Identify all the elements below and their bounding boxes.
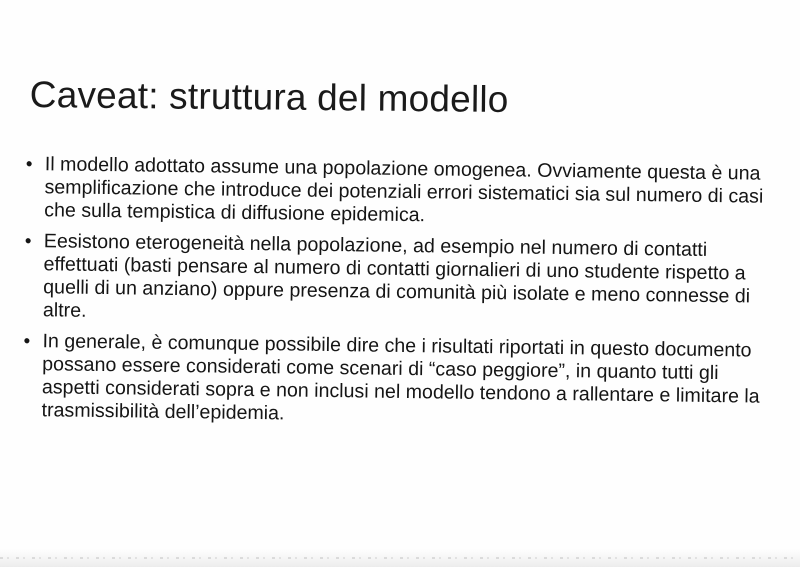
bullet-item [25, 153, 770, 232]
bullet-text: Eesistono eterogeneità nella popolazione, ad esempio nel numero di contatti effettuati (basti pensare al numero di contatti giornalieri di uno studente rispetto a quelli di un anziano) oppure presenza di comunità più isolate e meno connesse di altre. [42, 230, 751, 322]
bullet-text: In generale, è comunque possibile dire che i risultati riportati in questo documento possano essere considerati come scenari di “caso peggiore”, in quanto tutti gli aspetti considerati sopra e non inclusi nel modello tendono a rallentare e limitare la trasmissibilità dell’epidemia. [41, 330, 760, 425]
bullet-item [24, 230, 769, 332]
bullet-text: Il modello adottato assume una popolazione omogenea. Ovviamente questa è una semplificazione che introduce dei potenziali errori sistematici sia sul numero di casi che sulla tempistica di diffusione epidemica. [44, 153, 764, 227]
bullet-item [22, 330, 767, 432]
slide-title: Caveat: struttura del modello [29, 74, 509, 121]
bullet-marker: • [23, 330, 31, 353]
bullet-marker: • [24, 230, 32, 253]
bullet-marker: • [25, 153, 33, 176]
bullet-list [22, 153, 770, 440]
scan-edge-artifact [0, 549, 800, 567]
